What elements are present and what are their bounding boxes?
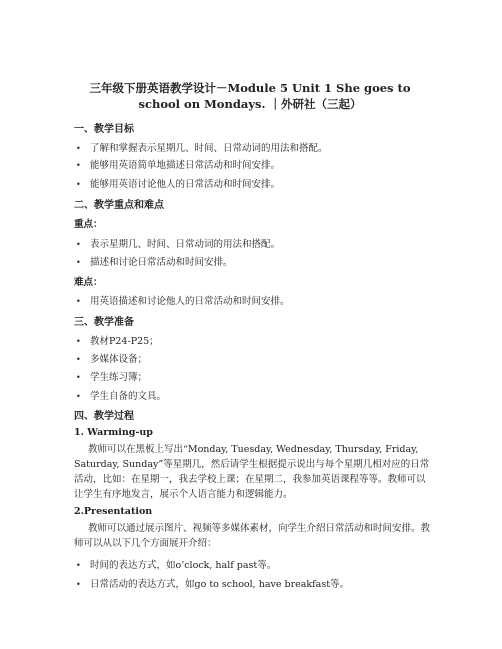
warmup-heading: 1. Warming-up [74, 427, 153, 438]
list-item: • 了解和掌握表示星期几、时间、日常动词的用法和搭配。 [76, 143, 328, 154]
title-line-2: school on Mondays. ｜外研社（三起） [138, 97, 362, 111]
warmup-paragraph: 教师可以在黑板上写出“Monday, Tuesday, Wednesday, Thursday, Friday, Saturday, Sunday”等星期几，然后请学生根据提示说出与每个星期几相对应的日常活动，比如：在星期一，我去学校上课；在星期二，我参加英语课程等等。教师可以让学生有序地发言，展示个人语言能力和逻辑能力。 [74, 444, 430, 500]
bullet-dot-icon: • [76, 258, 81, 267]
bullet-dot-icon: • [76, 297, 81, 306]
presentation-paragraph: 教师可以通过展示图片、视频等多媒体素材，向学生介绍日常活动和时间安排。教师可以从以下几个方面展开介绍： [74, 523, 431, 549]
list-item: • 描述和讨论日常活动和时间安排。 [76, 257, 233, 268]
section-heading-process: 四、教学过程 [74, 411, 134, 422]
list-item: • 学生自备的文具。 [76, 391, 167, 402]
bullet-dot-icon: • [76, 161, 81, 170]
bullet-dot-icon: • [76, 240, 81, 249]
bullet-dot-icon: • [76, 373, 81, 382]
list-item: • 能够用英语简单地描述日常活动和时间安排。 [76, 160, 281, 171]
list-item: • 用英语描述和讨论他人的日常活动和时间安排。 [76, 296, 290, 307]
section-heading-keypoints: 二、教学重点和难点 [74, 200, 164, 211]
list-item: • 学生练习簿； [76, 372, 148, 383]
bullet-dot-icon: • [76, 180, 81, 189]
section-heading-prep: 三、教学准备 [74, 317, 134, 328]
list-item: • 日常活动的表达方式，如go to school, have breakfast等。 [76, 579, 350, 590]
difficult-label: 难点： [74, 277, 103, 288]
bullet-dot-icon: • [76, 392, 81, 401]
list-item: • 多媒体设备； [76, 354, 148, 365]
presentation-heading: 2.Presentation [74, 506, 153, 517]
list-item: • 教材P24-P25； [76, 336, 159, 347]
bullet-dot-icon: • [76, 337, 81, 346]
bullet-dot-icon: • [76, 580, 81, 589]
bullet-dot-icon: • [76, 561, 81, 570]
title-line-1: 三年级下册英语教学设计－Module 5 Unit 1 She goes to [89, 81, 411, 95]
list-item: • 表示星期几、时间、日常动词的用法和搭配。 [76, 239, 281, 250]
document-title [60, 80, 440, 112]
list-item: • 能够用英语讨论他人的日常活动和时间安排。 [76, 179, 281, 190]
bullet-dot-icon: • [76, 144, 81, 153]
section-heading-goals: 一、教学目标 [74, 124, 134, 135]
list-item: • 时间的表达方式，如o’clock, half past等。 [76, 560, 277, 571]
bullet-dot-icon: • [76, 355, 81, 364]
key-label: 重点： [74, 219, 103, 230]
